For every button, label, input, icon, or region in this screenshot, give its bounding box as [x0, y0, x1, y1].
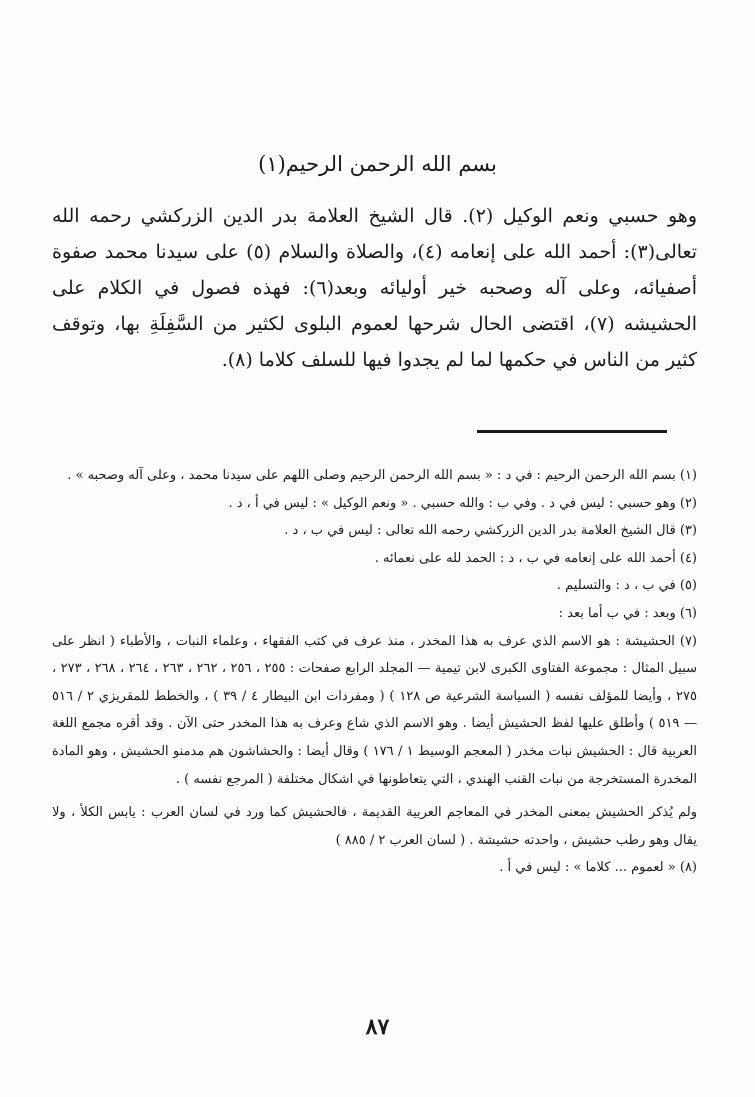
footnote-1: (١) بسم الله الرحمن الرحيم : في د : « بسم الله الرحمن الرحيم وصلى اللهم على سيدنا محمد ، وعلى آله وصحبه » . — [67, 468, 697, 483]
footnote-separator — [477, 430, 667, 433]
footnote-8: (٨) « لعموم ... كلاما » : ليس في أ . — [499, 860, 697, 876]
footnote-7: (٧) الحشيشة : هو الاسم الذي عرف به هذا المخدر ، منذ عرف في كتب الفقهاء ، وعلماء النبات ، والأطباء ( انظر على سبيل المثال : مجموعة الفتاوى الكبرى لابن تيمية — المجلد الرابع صفحات : ٢٥٥ ، ٢٥٦ ، ٢٦٢ ، ٢٦٣ ، ٢٦٤ ، ٢٦٨ ، ٢٧٣ ، ٢٧٥ ، وأيضا للمؤلف نفسه ( السياسة الشرعية ص ١٢٨ ) ( ومفردات ابن البيطار ٤ / ٣٩ ) ، والخطط للمقريزي ٢ / ٥١٦ — ٥١٩ ) وأطلق عليها لفظ الحشيش أيضا . وهو الاسم الذي شاع وعرف به هذا المخدر حتى الآن . وقد أقره مجمع اللغة العربية قال : الحشيش نبات مخدر ( المعجم الوسيط ١ / ١٧٦ ) وقال أيضا : والحشاشون هم مدمنو الحشيش ، وهو المادة المخدرة المستخرجة من نبات القنب الهندي ، التي يتعاطونها في اشكال مختلفة ( المرجع نفسه ) . — [52, 633, 698, 787]
footnote-4: (٤) أحمد الله على إنعامه في ب ، د : الحمد لله على نعمائه . — [374, 550, 697, 566]
page-number: ٨٧ — [365, 1014, 390, 1040]
main-paragraph: وهو حسبي ونعم الوكيل (٢). قال الشيخ العلامة بدر الدين الزركشي رحمه الله تعالى(٣): أحمد الله على إنعامه (٤)، والصلاة والسلام (٥) على سيدنا محمد صفوة أصفيائه، وعلى آله وصحبه خير أوليائه وبعد(٦): فهذه فصول في الكلام على الحشيشه (٧)، اقتضى الحال شرحها لعموم البلوى لكثير من السَّفِلَةِ بها، وتوقف كثير من الناس في حكمها لما لم يجدوا فيها للسلف كلاما (٨). — [52, 205, 698, 371]
footnotes — [52, 462, 697, 882]
footnote-5: (٥) في ب ، د : والتسليم . — [556, 578, 697, 594]
basmala-heading: بسم الله الرحمن الرحيم(١) — [258, 152, 497, 176]
footnote-6: (٦) وبعد : في ب أما بعد : — [558, 605, 697, 621]
main-text — [52, 198, 697, 378]
footnote-2: (٢) وهو حسبي : ليس في د . وفي ب : والله حسبي . « ونعم الوكيل » : ليس في أ ، د . — [228, 495, 697, 511]
footnote-7-continuation: ولم يُذكر الحشيش بمعنى المخدر في المعاجم العربية القديمة ، فالحشيش كما ورد في لسان العرب : يابس الكلأ ، ولا يقال وهو رطب حشيش ، واحدته حشيشة . ( لسان العرب ٢ / ٨٨٥ ) — [52, 805, 697, 848]
footnote-3: (٣) قال الشيخ العلامة بدر الدين الزركشي رحمه الله تعالى : ليس في ب ، د . — [284, 523, 697, 539]
